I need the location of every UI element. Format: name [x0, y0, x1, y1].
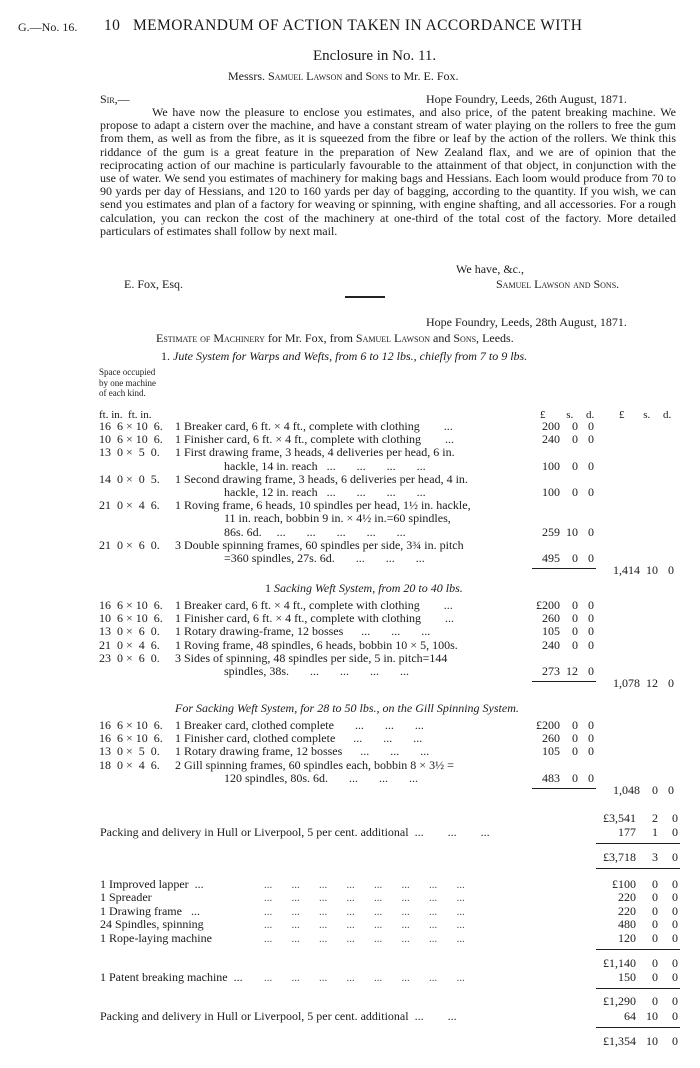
item-description: 2 Gill spinning frames, 60 spindles each, bobbin 8 × 3½ =: [175, 757, 454, 772]
item-amount-shillings: 0: [572, 598, 578, 612]
item-amount-pence: 0: [588, 637, 594, 652]
summary-subtotal-shillings: 2: [652, 811, 658, 825]
item-dimensions: 23 0 × 6 0.: [99, 650, 160, 665]
extras-rule-2: [596, 988, 680, 989]
item-amount-shillings: 0: [572, 744, 578, 759]
breaking-machine-pence: 0: [672, 970, 678, 984]
item-dimensions: 18 0 × 4 6.: [99, 757, 160, 772]
item-amount-pounds: 105: [542, 624, 560, 639]
extras-item-label: 1 Improved lapper ...: [100, 877, 204, 891]
item-amount-pence: 0: [588, 770, 594, 785]
summary-total-pounds: £3,718: [603, 850, 636, 864]
section-divider: [345, 296, 385, 298]
item-description: 1 Finisher card, 6 ft. × 4 ft., complete with clothing ...: [175, 432, 455, 447]
section-3-heading: For Sacking Weft System, for 28 to 50 lbs., on the Gill Spinning System.: [175, 701, 519, 715]
section-total-pence: 0: [668, 676, 674, 691]
item-amount-pounds: 273: [542, 664, 560, 678]
extras-item-label: 24 Spindles, spinning: [100, 917, 204, 932]
item-description: 1 Finisher card, 6 ft. × 4 ft., complete with clothing ...: [175, 611, 455, 626]
item-amount-pounds: 260: [542, 611, 560, 626]
letter-place-date: Hope Foundry, Leeds, 26th August, 1871.: [426, 92, 627, 106]
grand-total-shillings: 10: [646, 1034, 658, 1048]
item-amount-pounds: 483: [542, 770, 560, 785]
section-total-pounds: 1,048: [613, 783, 640, 797]
item-dimensions: 10 6 × 10 6.: [99, 611, 163, 626]
extras-item-pounds: 220: [618, 890, 636, 905]
item-amount-pounds: 100: [542, 485, 560, 499]
item-dimensions: 16 6 × 10 6.: [99, 598, 163, 612]
space-note-line: by one machine: [99, 377, 156, 388]
pound-sign: £: [619, 409, 625, 421]
item-dimensions: 21 0 × 6 0.: [99, 537, 160, 552]
item-description-cont: =360 spindles, 27s. 6d. ... ... ...: [224, 551, 425, 565]
item-amount-pence: 0: [588, 551, 594, 565]
extras-item-amount: [590, 932, 680, 945]
from-prefix: Messrs.: [228, 69, 266, 83]
pence-sign: d.: [663, 409, 672, 421]
dimension-header: ft. in. ft. in.: [99, 409, 152, 421]
extras-item-leader: ... ... ... ... ... ... ... ...: [264, 932, 465, 945]
item-description: 3 Double spinning frames, 60 spindles per side, 3¾ in. pitch: [175, 537, 464, 552]
extras-subtotal-pounds: £1,140: [603, 956, 636, 970]
summary-subtotal: [590, 812, 680, 825]
item-description: 1 Roving frame, 6 heads, 10 spindles per head, 1½ in. hackle,: [175, 498, 471, 513]
item-description-cont: 11 in. reach, bobbin 9 in. × 4½ in.=60 spindles,: [224, 511, 451, 526]
item-dimensions: 13 0 × 6 0.: [99, 624, 160, 639]
space-note-line: Space occupied: [99, 367, 156, 377]
letter-closing: We have, &c.,: [456, 262, 525, 276]
pound-sign: £: [540, 409, 546, 421]
item-amount-shillings: 0: [572, 624, 578, 639]
extras-item-leader: ... ... ... ... ... ... ... ...: [264, 892, 465, 905]
item-amount-pounds: 240: [542, 432, 560, 447]
extras-item-pounds: £100: [612, 877, 636, 891]
summary-rule: [596, 843, 680, 844]
extras-item-pounds: 120: [618, 930, 636, 945]
extras-sum-shillings: 0: [652, 994, 658, 1008]
item-dimensions: 21 0 × 4 6.: [99, 498, 160, 513]
salutation: Sir,—: [100, 92, 130, 106]
estimate-title-and: and: [433, 331, 451, 345]
extras-subtotal: [590, 957, 680, 970]
extras-packing-amount: [590, 1010, 680, 1023]
item-amount-shillings: 0: [572, 419, 578, 433]
running-title: MEMORANDUM OF ACTION TAKEN IN ACCORDANCE WITH: [133, 17, 583, 34]
item-amount-pence: 0: [588, 419, 594, 433]
item-dimensions: 21 0 × 4 6.: [99, 637, 160, 652]
breaking-machine-shillings: 0: [652, 970, 658, 984]
item-description: 1 Breaker card, 6 ft. × 4 ft., complete with clothing ...: [175, 419, 453, 433]
section-2-num: 1: [265, 581, 271, 595]
item-dimensions: 16 6 × 10 6.: [99, 419, 163, 433]
breaking-machine-amount: [590, 971, 680, 984]
section-total-shillings: 10: [646, 563, 658, 578]
estimate-place-date: Hope Foundry, Leeds, 28th August, 1871.: [426, 315, 627, 329]
estimate-title-end: Leeds.: [482, 331, 514, 345]
item-amount-shillings: 0: [572, 432, 578, 447]
extras-sum: [590, 995, 680, 1008]
item-amount-pence: 0: [588, 624, 594, 639]
extras-sum-pounds: £1,290: [603, 994, 636, 1008]
item-description-cont: 120 spindles, 80s. 6d. ... ... ...: [224, 770, 419, 785]
extras-item-shillings: 0: [652, 930, 658, 945]
letter-from-line: [228, 70, 459, 83]
item-dimensions: 10 6 × 10 6.: [99, 432, 163, 447]
grand-total-pounds: £1,354: [603, 1034, 636, 1048]
estimate-title-sc: Estimate of Machinery: [156, 331, 265, 345]
extras-item-label: 1 Drawing frame ...: [100, 903, 200, 918]
extras-item-pence: 0: [672, 877, 678, 891]
enclosure-heading: Enclosure in No. 11.: [313, 48, 437, 64]
extras-item-pence: 0: [672, 903, 678, 918]
section-rule: [532, 568, 596, 569]
letter-body: [100, 106, 676, 238]
money-header-totals: [619, 409, 671, 422]
item-description: 1 Finisher card, clothed complete ... ... ...: [175, 731, 423, 746]
item-amount-pounds: 200: [542, 419, 560, 433]
extras-item-pounds: 480: [618, 917, 636, 932]
section-total-pounds: 1,414: [613, 563, 640, 578]
breaking-machine-leader: ... ... ... ... ... ... ... ...: [264, 972, 465, 984]
section-total-pounds: 1,078: [613, 676, 640, 691]
breaking-machine-label: 1 Patent breaking machine ...: [100, 970, 243, 984]
extras-item-leader: ... ... ... ... ... ... ... ...: [264, 905, 465, 918]
header-series: G.—No. 16.: [18, 20, 78, 34]
from-name: Samuel Lawson: [268, 69, 343, 83]
section-1-title: Jute System for Warps and Wefts, from 6 to 12 lbs., chiefly from 7 to 9 lbs.: [173, 349, 528, 363]
item-amount-shillings: 0: [572, 611, 578, 626]
extras-packing-pounds: 64: [624, 1009, 636, 1023]
summary-packing-pence: 0: [672, 825, 678, 839]
summary-total-shillings: 3: [652, 850, 658, 864]
summary-packing-amount: [590, 826, 680, 839]
extras-item-pounds: 220: [618, 903, 636, 918]
item-amount-pounds: 495: [542, 551, 560, 565]
extras-packing-shillings: 10: [646, 1009, 658, 1023]
item-amount-pounds: 240: [542, 637, 560, 652]
extras-item-pence: 0: [672, 930, 678, 945]
extras-subtotal-pence: 0: [672, 956, 678, 970]
extras-item-amount: [590, 878, 680, 891]
item-amount-pence: 0: [588, 432, 594, 447]
item-description: 1 Second drawing frame, 3 heads, 6 deliveries per head, 4 in.: [175, 471, 468, 486]
item-description: 1 First drawing frame, 3 heads, 4 deliveries per head, 6 in.: [175, 445, 455, 460]
item-amount-pounds: 259: [542, 524, 560, 539]
letter-body-text: We have now the pleasure to enclose you estimates, and also price, of the patent breaking machine. We propose to adapt a cistern over the machine, and have a constant stream of water playing on the rollers to free the gum from them, as well as from the fibre, as it is squeezed from the fibre or leaf by the action of the rollers. We think this riddance of the gum is a great feature in the preparation of New Zealand flax, and we are of opinion that the reciprocating action of our machine is particularly favourable to the attainment of that object, in conjunction with the use of water. We send you estimates of machinery for making bags and Hessians. Each loom would produce from 70 to 90 yards per day of Hessians, and 120 to 160 yards per day of bagging, according to the quantity. If you wish, we can send you estimates and plan of a factory for weaving or spinning, with engine shafting, and all accessories. For a rough calculation, you can reckon the cost of the machinery at one-third of the total cost of the factory. More detailed particulars of estimates shall follow by next mail.: [100, 105, 676, 238]
extras-item-shillings: 0: [652, 917, 658, 932]
space-note-line: of each kind.: [99, 388, 146, 398]
section-rule: [532, 788, 596, 789]
item-amount-pounds: 105: [542, 744, 560, 759]
item-description-cont: 86s. 6d. ... ... ... ... ...: [224, 524, 406, 539]
summary-rule-bottom: [596, 868, 680, 869]
extras-item-shillings: 0: [652, 890, 658, 905]
extras-item-amount: [590, 891, 680, 904]
item-amount-shillings: 0: [572, 551, 578, 565]
item-amount-pounds: 260: [542, 731, 560, 746]
grand-total: [590, 1035, 680, 1048]
item-amount-pounds: £200: [536, 718, 560, 732]
section-rule: [532, 681, 596, 682]
summary-packing-label: Packing and delivery in Hull or Liverpool, 5 per cent. additional ... ... ...: [100, 825, 490, 839]
item-description-cont: hackle, 14 in. reach ... ... ... ...: [224, 458, 426, 473]
item-dimensions: 16 6 × 10 6.: [99, 731, 163, 746]
item-amount-shillings: 0: [572, 731, 578, 746]
item-amount-shillings: 0: [572, 770, 578, 785]
section-total-pence: 0: [668, 563, 674, 578]
estimate-title-firm: Samuel Lawson: [355, 331, 431, 345]
from-mid: and: [345, 69, 363, 83]
item-amount-pence: 0: [588, 611, 594, 626]
item-amount-shillings: 10: [566, 524, 578, 539]
item-dimensions: 16 6 × 10 6.: [99, 718, 163, 732]
item-amount-pounds: 100: [542, 458, 560, 473]
item-description: 1 Breaker card, 6 ft. × 4 ft., complete with clothing ...: [175, 598, 453, 612]
extras-packing-pence: 0: [672, 1009, 678, 1023]
letter-addressee: E. Fox, Esq.: [124, 277, 184, 291]
estimate-title-mid: for Mr. Fox, from: [267, 331, 353, 345]
extras-sum-pence: 0: [672, 994, 678, 1008]
extras-item-label: 1 Rope-laying machine: [100, 930, 212, 945]
item-amount-pence: 0: [588, 485, 594, 499]
grand-total-pence: 0: [672, 1034, 678, 1048]
summary-subtotal-pounds: £3,541: [603, 811, 636, 825]
section-1-num: 1.: [161, 349, 170, 363]
section-total-shillings: 12: [646, 676, 658, 691]
item-description: 1 Roving frame, 48 spindles, 6 heads, bobbin 10 × 5, 100s.: [175, 637, 458, 652]
item-dimensions: 14 0 × 0 5.: [99, 471, 160, 486]
item-description-cont: spindles, 38s. ... ... ... ...: [224, 664, 410, 678]
extras-item-pence: 0: [672, 890, 678, 905]
item-amount-pence: 0: [588, 598, 594, 612]
section-1-heading: [161, 350, 527, 363]
item-dimensions: 13 0 × 5 0.: [99, 445, 160, 460]
item-amount-pence: 0: [588, 458, 594, 473]
extras-item-pence: 0: [672, 917, 678, 932]
item-amount-pence: 0: [588, 718, 594, 732]
item-amount-pence: 0: [588, 664, 594, 678]
section-2-heading: [265, 582, 463, 595]
summary-total-pence: 0: [672, 850, 678, 864]
item-description-cont: hackle, 12 in. reach ... ... ... ...: [224, 485, 426, 499]
item-amount-shillings: 12: [566, 664, 578, 678]
extras-packing-label: Packing and delivery in Hull or Liverpool, 5 per cent. additional ... ...: [100, 1009, 457, 1023]
item-amount-shillings: 0: [572, 718, 578, 732]
shilling-sign: s.: [643, 409, 651, 421]
page-number: 10: [104, 17, 121, 34]
item-amount-shillings: 0: [572, 637, 578, 652]
summary-total: [590, 851, 680, 864]
extras-item-amount: [590, 918, 680, 931]
extras-item-shillings: 0: [652, 877, 658, 891]
summary-packing-pounds: 177: [618, 825, 636, 839]
section-total-shillings: 0: [652, 783, 658, 797]
item-amount-pence: 0: [588, 744, 594, 759]
item-description: 3 Sides of spinning, 48 spindles per side, 5 in. pitch=144: [175, 650, 448, 665]
item-amount-pence: 0: [588, 524, 594, 539]
letter-signature: Samuel Lawson and Sons.: [496, 277, 620, 291]
item-dimensions: 13 0 × 5 0.: [99, 744, 160, 759]
extras-item-amount: [590, 905, 680, 918]
extras-item-leader: ... ... ... ... ... ... ... ...: [264, 879, 465, 891]
breaking-machine-pounds: 150: [618, 970, 636, 984]
item-description: 1 Rotary drawing frame, 12 bosses ... ... ...: [175, 744, 430, 759]
from-suffix: to Mr. E. Fox.: [391, 69, 459, 83]
item-description: 1 Breaker card, clothed complete ... ... ...: [175, 718, 424, 732]
item-amount-pounds: £200: [536, 598, 560, 612]
section-2-title: Sacking Weft System, from 20 to 40 lbs.: [274, 581, 463, 595]
item-amount-shillings: 0: [572, 485, 578, 499]
item-description: 1 Rotary drawing-frame, 12 bosses ... ... ...: [175, 624, 431, 639]
estimate-title: [156, 332, 514, 345]
space-note: [99, 367, 156, 399]
extras-subtotal-shillings: 0: [652, 956, 658, 970]
extras-item-leader: ... ... ... ... ... ... ... ...: [264, 919, 465, 932]
item-amount-pence: 0: [588, 731, 594, 746]
summary-packing-shillings: 1: [652, 825, 658, 839]
section-total-pence: 0: [668, 783, 674, 797]
summary-subtotal-pence: 0: [672, 811, 678, 825]
shilling-sign: s.: [566, 409, 574, 421]
from-sons: Sons: [365, 69, 389, 83]
extras-item-label: 1 Spreader: [100, 890, 152, 905]
item-amount-shillings: 0: [572, 458, 578, 473]
estimate-title-sons: Sons,: [453, 331, 480, 345]
pence-sign: d.: [586, 409, 595, 421]
extras-rule-3: [596, 1027, 680, 1028]
extras-rule: [596, 949, 680, 950]
extras-item-shillings: 0: [652, 903, 658, 918]
